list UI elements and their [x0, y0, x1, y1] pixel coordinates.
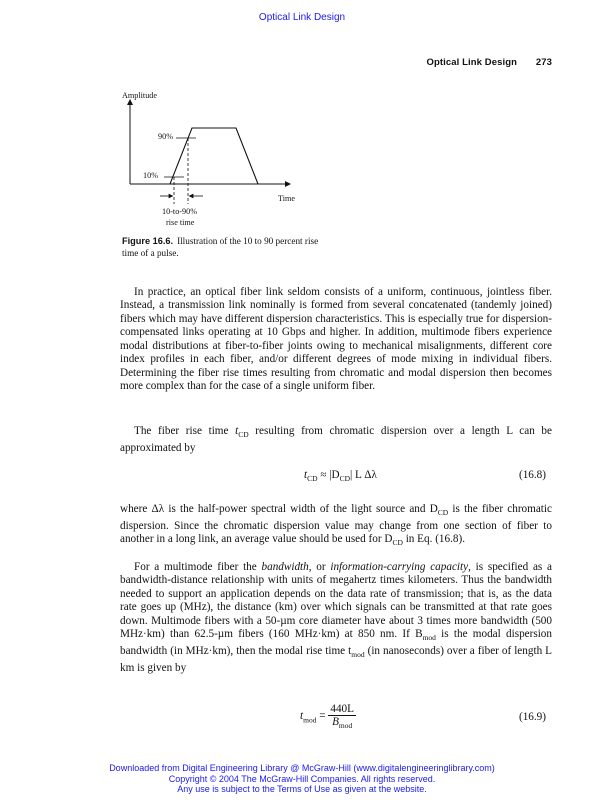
rise-time-figure — [110, 86, 320, 236]
paragraph-3: where Δλ is the half-power spectral width of the light source and $D_{CD}$ is the fiber chromatic dispersion. Since the chromatic dispersion value may change from one section of fiber to another in a long link, an average value should be used for $D_{CD}$ in Eq. (16.8). — [120, 503, 552, 548]
running-head — [427, 57, 553, 68]
running-head-title: Optical Link Design — [426, 57, 518, 68]
rise-time-label-2: rise time — [166, 218, 195, 227]
footer-line-2: Copyright © 2004 The McGraw-Hill Companies. All rights reserved. — [168, 773, 436, 784]
caption-text: Illustration of the 10 to 90 percent rise time of a pulse. — [122, 236, 319, 258]
em-bandwidth: bandwidth — [261, 561, 309, 573]
figure-caption — [122, 236, 332, 259]
pulse-diagram — [110, 86, 320, 236]
fraction: $\frac{440L}{B_{mod}}$ — [330, 703, 354, 731]
equation-16-9-expression: $t_{mod}$ = $\frac{440L}{B_{mod}}$ — [300, 703, 354, 731]
amplitude-label: Amplitude — [122, 91, 158, 100]
em-information-capacity: information-carrying capacity — [330, 561, 469, 573]
footer-line-3[interactable]: Any use is subject to the Terms of Use as given at the website. — [177, 784, 427, 794]
paragraph-1 — [120, 286, 552, 394]
paragraph-1-text: In practice, an optical fiber link seldom consists of a uniform, continuous, jointless fiber. Instead, a transmission link nominally is formed from several concatenated (tandemly joined) fibers which may have different dispersion characteristics. This is especially true for dispersion-compensated links operating at 10 Gbps and higher. In addition, multimode fibers experience modal distributions at fiber-to-fiber joints owing to mechanical misalignments, different core index profiles in each fiber, and/or different degrees of mode mixing in individual fibers. Determining the fiber rise times resulting from chromatic and modal dispersion then becomes more complex than for the case of a single uniform fiber. — [120, 286, 552, 393]
time-label: Time — [278, 194, 295, 203]
p2-after: resulting from chromatic dispersion over a length L can be approximated by — [120, 425, 552, 454]
footer-line-1[interactable]: Downloaded from Digital Engineering Library @ McGraw-Hill (www.digitalengineeringlibrary.com) — [109, 763, 495, 773]
p2-before: The fiber rise time — [134, 425, 236, 437]
level-10-label: 10% — [143, 171, 159, 180]
caption-label: Figure 16.6. — [122, 236, 174, 246]
paragraph-4: For a multimode fiber the bandwidth, or information-carrying capacity, is specified as a bandwidth-distance relationship with units of megahertz times kilometers. Thus the bandwidth needed to support an application depends on the data rate of transmission; that is, as the data rate goes up (MHz), the distance (km) over which signals can be transmitted at that rate goes down. Multimode fibers with a 50-µm core diameter have about 3 times more bandwidth (500 MHz·km) than 62.5-µm fibers (160 MHz·km) at 850 nm. If $B_{mod}$ is the modal dispersion bandwidth (in MHz·km), then the modal rise time $t_{mod}$ (in nanoseconds) over a fiber of length L km is given by — [120, 561, 553, 674]
equation-16-9 — [120, 705, 552, 735]
page-number: 273 — [535, 57, 552, 68]
equation-16-8-expression: $t_{CD} \approx |D_{CD}|$ L Δλ — [304, 469, 377, 484]
rise-time-label-1: 10-to-90% — [162, 207, 198, 216]
p2-sym-sub: CD — [238, 430, 249, 440]
level-90-label: 90% — [158, 132, 174, 141]
p2-sym-t: t — [235, 425, 239, 437]
paragraph-2 — [120, 425, 552, 455]
footer — [0, 763, 604, 795]
equation-16-9-number: (16.9) — [518, 711, 546, 723]
top-banner: Optical Link Design — [258, 12, 346, 23]
equation-16-8-number: (16.8) — [518, 469, 546, 481]
equation-16-8 — [120, 469, 552, 485]
